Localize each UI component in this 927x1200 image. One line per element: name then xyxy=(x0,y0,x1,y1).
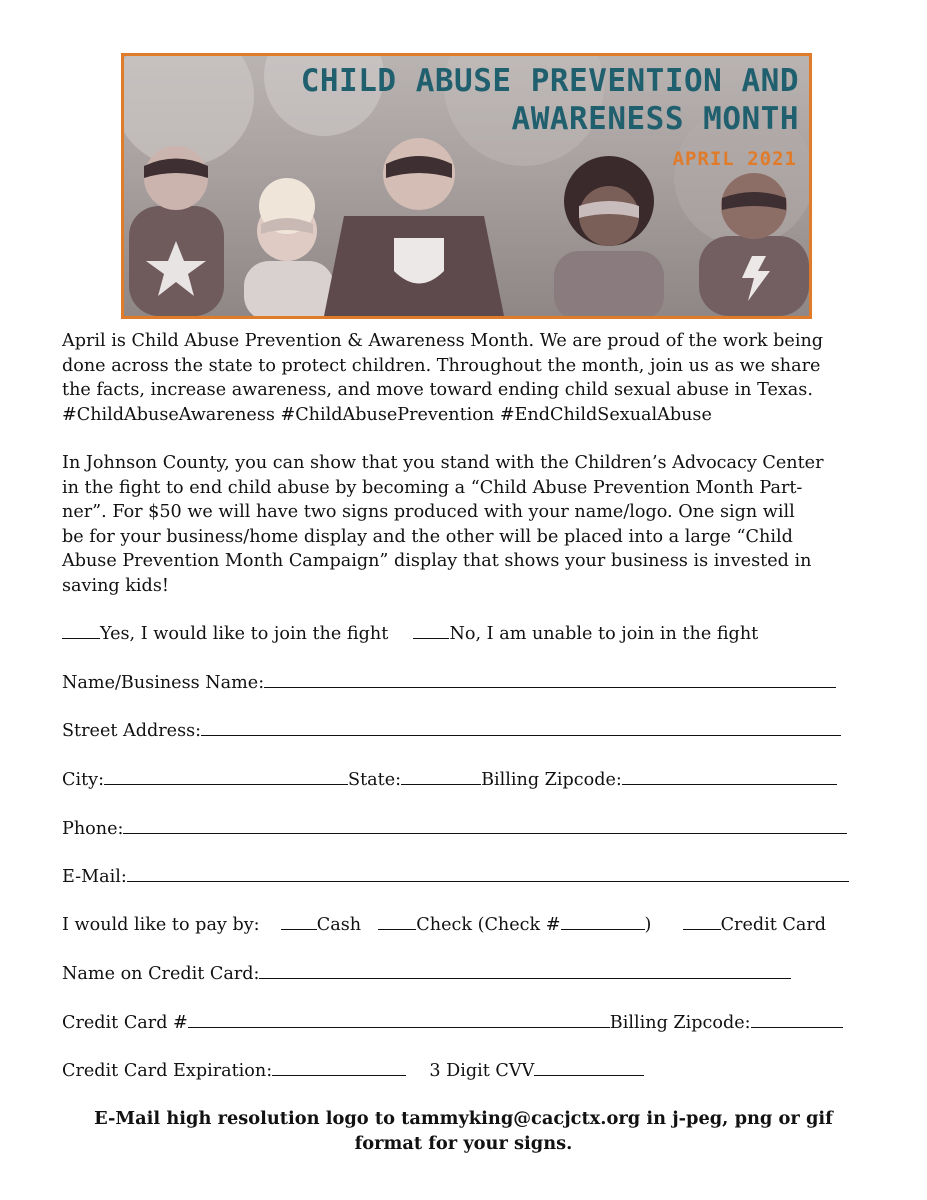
pay-label: I would like to pay by: xyxy=(62,915,260,935)
partner-line: be for your business/home display and the other will be placed into a large “Child xyxy=(62,526,793,547)
check-close-paren: ) xyxy=(644,915,652,935)
partner-line: saving kids! xyxy=(62,575,169,596)
cc-exp-label: Credit Card Expiration: xyxy=(62,1061,273,1081)
city-row xyxy=(62,766,837,792)
intro-line: April is Child Abuse Prevention & Awareness Month. We are proud of the work being xyxy=(62,331,824,351)
street-row xyxy=(62,717,841,743)
child-figure-3 xyxy=(324,138,504,316)
cc-name-label: Name on Credit Card: xyxy=(62,964,260,984)
banner-date: APRIL 2021 xyxy=(672,148,797,170)
partner-line: In Johnson County, you can show that you stand with the Children’s Advocacy Center xyxy=(62,453,824,473)
cc-exp-row xyxy=(62,1057,644,1083)
cc-zip-label: Billing Zipcode: xyxy=(609,1013,751,1033)
intro-hashtags: #ChildAbuseAwareness #ChildAbusePrevention #EndChildSexualAbuse xyxy=(62,404,712,425)
cc-zip-field[interactable] xyxy=(751,1009,843,1028)
check-blank[interactable] xyxy=(378,911,416,930)
banner-title-line-2: AWARENESS MONTH xyxy=(511,101,799,137)
yes-label: Yes, I would like to join the fight xyxy=(100,624,389,644)
state-field[interactable] xyxy=(401,766,481,785)
no-blank[interactable] xyxy=(413,620,449,639)
child-figure-2 xyxy=(244,178,334,316)
check-label: Check (Check # xyxy=(416,915,561,935)
cvv-label: 3 Digit CVV xyxy=(429,1061,535,1081)
header-banner xyxy=(121,53,812,319)
check-number-field[interactable] xyxy=(561,911,645,930)
partner-line: Abuse Prevention Month Campaign” display that shows your business is invested in xyxy=(62,551,812,571)
phone-field[interactable] xyxy=(123,815,847,834)
phone-label: Phone: xyxy=(62,819,124,839)
cvv-field[interactable] xyxy=(534,1057,644,1076)
cash-label: Cash xyxy=(316,915,362,935)
cc-name-field[interactable] xyxy=(259,960,791,979)
no-label: No, I am unable to join in the fight xyxy=(449,624,759,644)
banner-title-line-1: CHILD ABUSE PREVENTION AND xyxy=(300,63,799,99)
partner-paragraph xyxy=(62,451,862,598)
email-row xyxy=(62,863,849,889)
cc-number-row xyxy=(62,1009,843,1035)
cc-name-row xyxy=(62,960,791,986)
cash-blank[interactable] xyxy=(281,911,317,930)
city-label: City: xyxy=(62,770,105,790)
cc-number-label: Credit Card # xyxy=(62,1013,188,1033)
name-label: Name/Business Name: xyxy=(62,673,265,693)
payment-row xyxy=(62,911,826,937)
billing-zip-label: Billing Zipcode: xyxy=(481,770,622,790)
name-field[interactable] xyxy=(264,669,836,688)
footer-instructions xyxy=(40,1106,887,1156)
credit-card-blank[interactable] xyxy=(683,911,721,930)
footer-line-1: E-Mail high resolution logo to tammyking@cacjctx.org in j-peg, png or gif xyxy=(94,1108,833,1129)
partner-line: ner”. For $50 we will have two signs produced with your name/logo. One sign will xyxy=(62,502,795,522)
footer-line-2: format for your signs. xyxy=(354,1133,573,1154)
email-field[interactable] xyxy=(127,863,849,882)
cc-number-field[interactable] xyxy=(188,1009,610,1028)
yes-blank[interactable] xyxy=(62,620,100,639)
credit-card-label: Credit Card xyxy=(720,915,827,935)
billing-zip-field[interactable] xyxy=(622,766,837,785)
intro-line: the facts, increase awareness, and move toward ending child sexual abuse in Texas. xyxy=(62,380,813,400)
banner-title xyxy=(279,62,799,138)
intro-paragraph xyxy=(62,329,862,427)
street-field[interactable] xyxy=(201,717,841,736)
partner-line: in the fight to end child abuse by becoming a “Child Abuse Prevention Month Part- xyxy=(62,477,803,498)
email-label: E-Mail: xyxy=(62,867,127,887)
intro-line: done across the state to protect children. Throughout the month, join us as we share xyxy=(62,355,821,376)
child-figure-4 xyxy=(554,156,664,316)
phone-row xyxy=(62,815,847,841)
city-field[interactable] xyxy=(104,766,348,785)
state-label: State: xyxy=(348,770,402,790)
cc-exp-field[interactable] xyxy=(272,1057,406,1076)
street-label: Street Address: xyxy=(62,721,202,741)
join-choice-row xyxy=(62,620,758,646)
name-row xyxy=(62,669,836,695)
child-figure-1 xyxy=(129,146,224,316)
